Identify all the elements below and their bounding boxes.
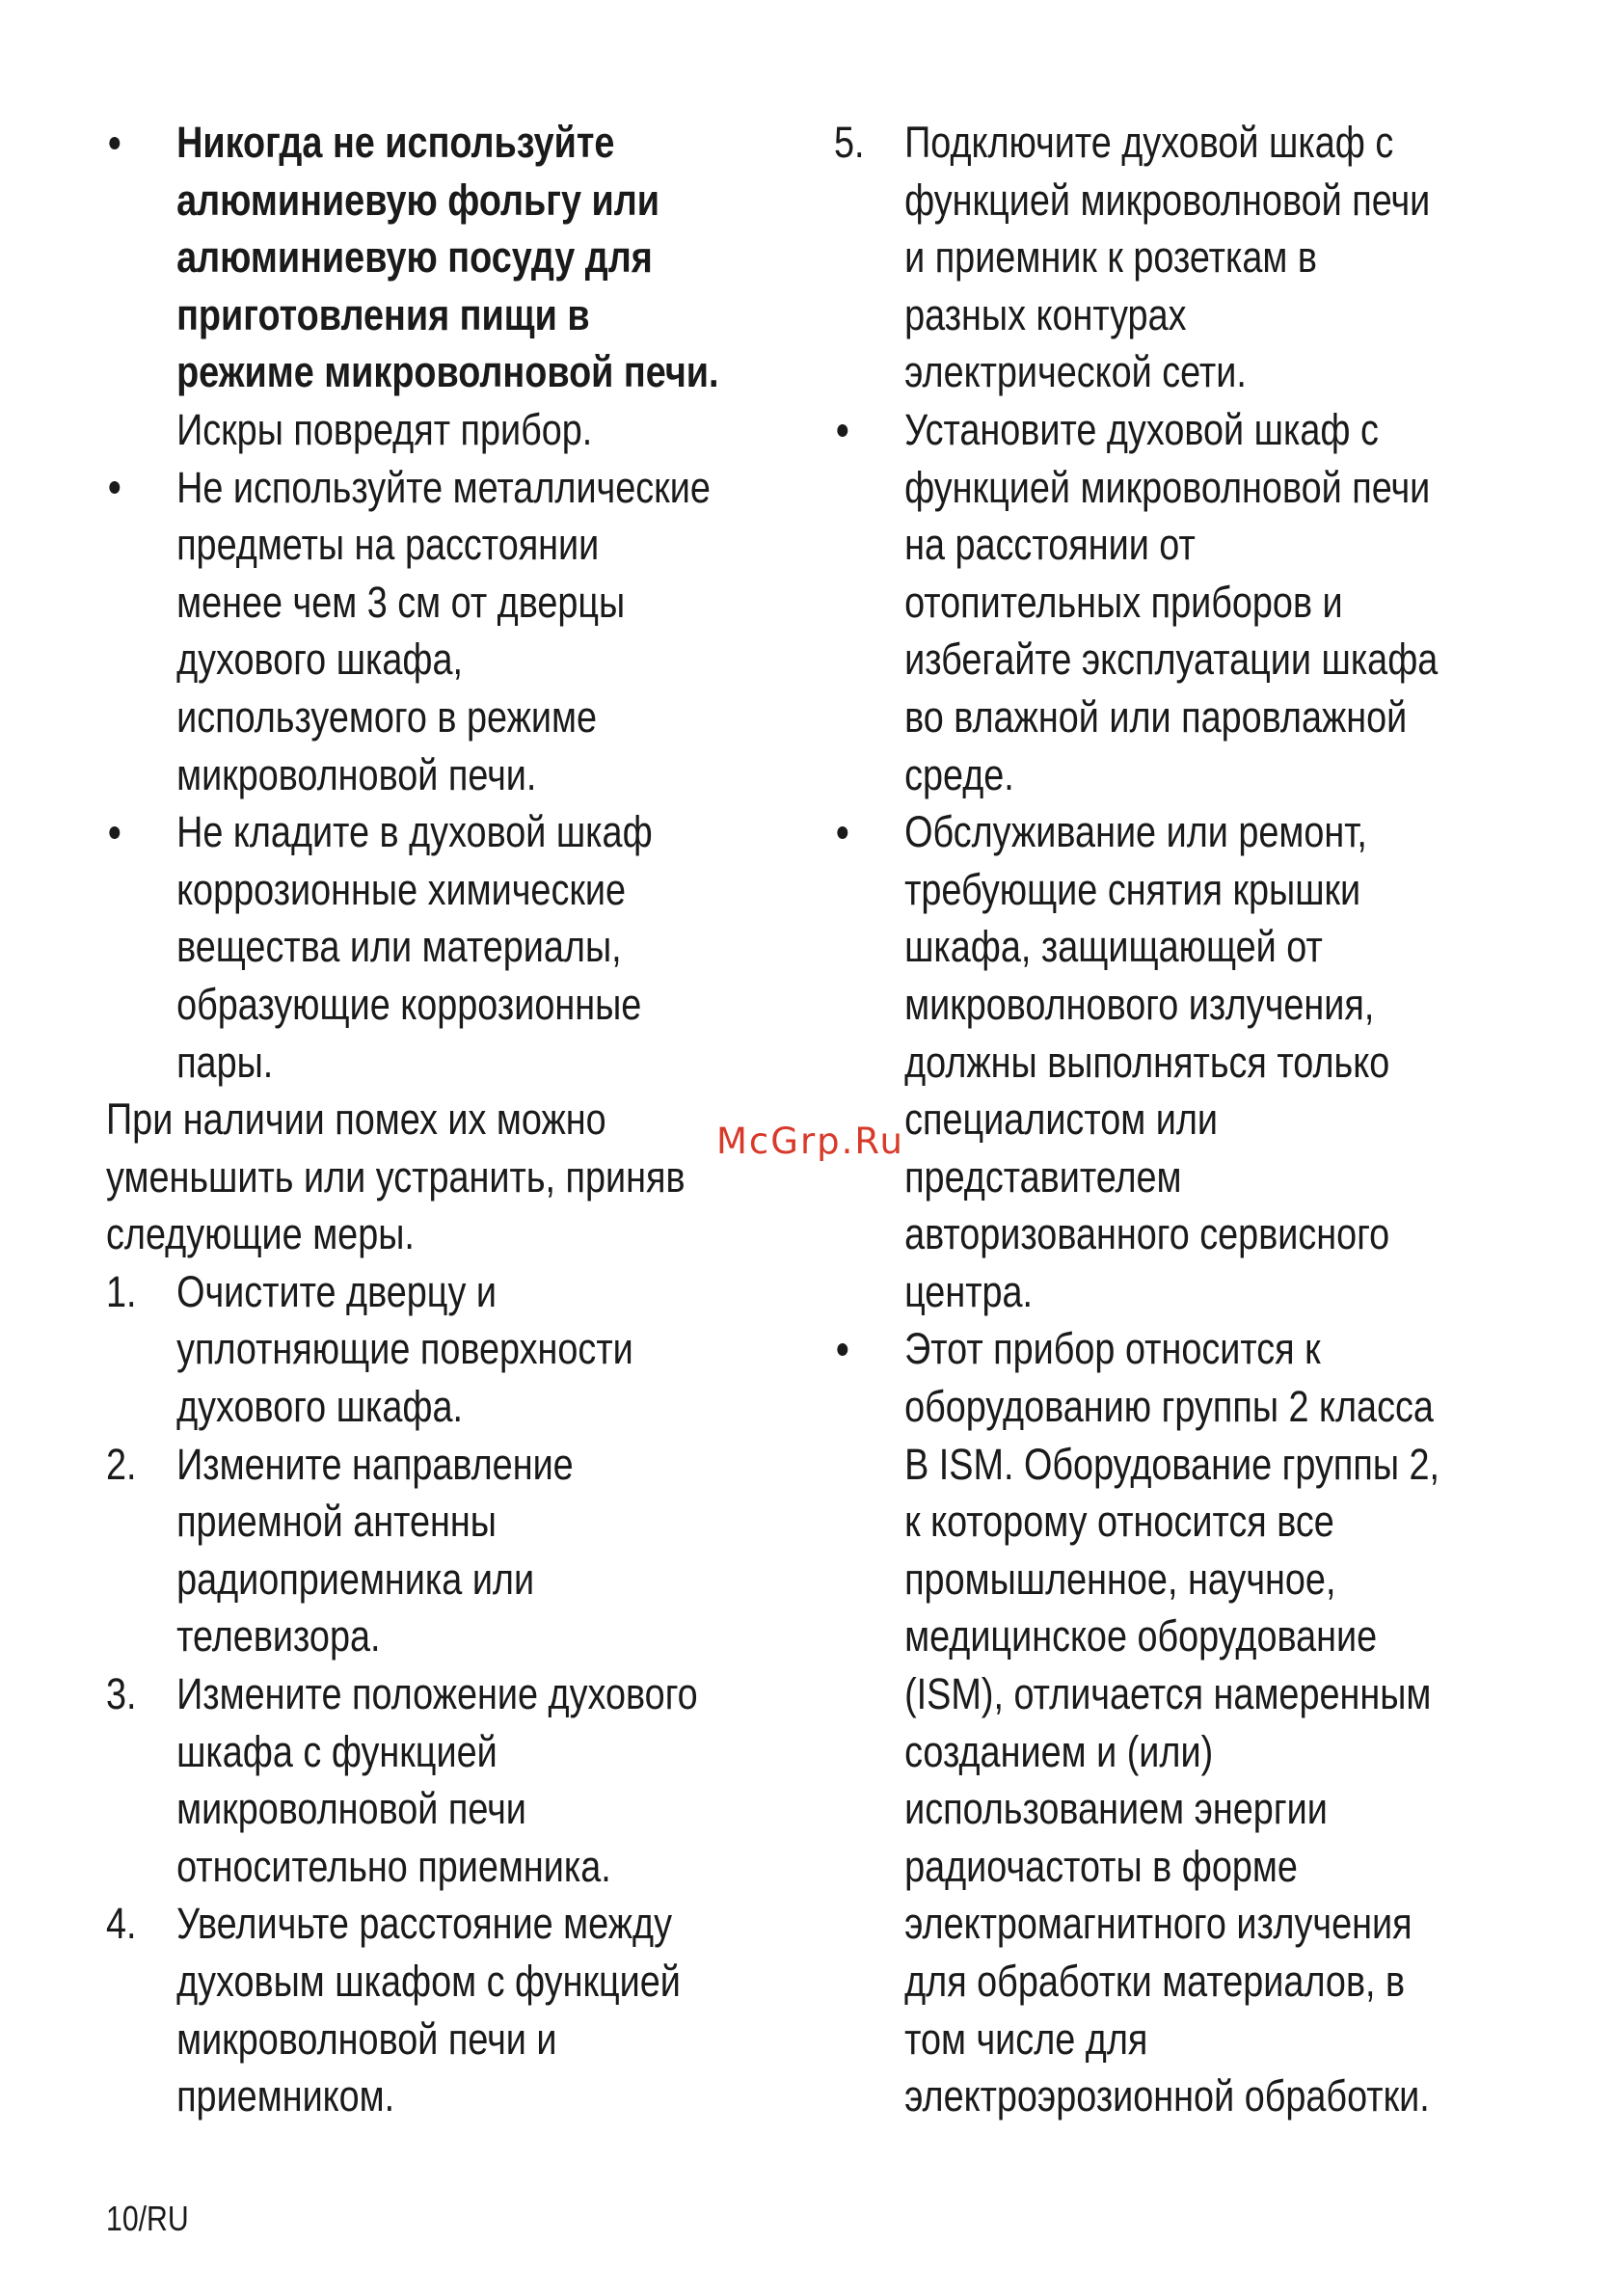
text-line: электроэрозионной обработки. bbox=[904, 2071, 1430, 2121]
text-line: к которому относится все bbox=[904, 1497, 1334, 1547]
text-line: относительно приемника. bbox=[176, 1841, 611, 1891]
step-number: 2. bbox=[106, 1439, 137, 1489]
text-line: телевизора. bbox=[176, 1611, 381, 1661]
bullet-dot-icon bbox=[109, 826, 120, 839]
text-line: должны выполняться только bbox=[904, 1037, 1390, 1087]
text-line: Обслуживание или ремонт, bbox=[904, 807, 1367, 857]
text-line: шкафа с функцией bbox=[176, 1726, 498, 1776]
text-line: электрической сети. bbox=[904, 347, 1247, 397]
text-line: духовым шкафом с функцией bbox=[176, 1957, 681, 2006]
text-line: алюминиевую посуду для bbox=[176, 232, 653, 283]
text-line: Искры повредят прибор. bbox=[176, 404, 593, 454]
bullet-marker bbox=[106, 114, 176, 172]
text-line: среде. bbox=[904, 749, 1014, 799]
bullet-dot-icon bbox=[109, 481, 120, 494]
step-number: 1. bbox=[106, 1266, 137, 1316]
text-line: микроволновой печи. bbox=[176, 749, 537, 799]
text-line: Измените направление bbox=[176, 1439, 574, 1489]
text-line: используемого в режиме bbox=[176, 691, 598, 742]
text-line: Этот прибор относится к bbox=[904, 1324, 1321, 1374]
text-line: Не кладите в духовой шкаф bbox=[176, 807, 653, 857]
bullet-marker bbox=[834, 401, 904, 459]
text-line: требующие снятия крышки bbox=[904, 864, 1361, 914]
text-line: уплотняющие поверхности bbox=[176, 1324, 633, 1374]
watermark-link[interactable]: McGrp.Ru bbox=[716, 1121, 904, 1162]
left-column bbox=[106, 114, 754, 2125]
text-line: алюминиевую фольгу или bbox=[176, 175, 660, 225]
step-item-4 bbox=[106, 1895, 754, 2124]
text-line: созданием и (или) bbox=[904, 1726, 1214, 1776]
text-line: коррозионные химические bbox=[176, 864, 627, 914]
interference-intro bbox=[106, 1091, 754, 1263]
text-line: вещества или материалы, bbox=[176, 922, 622, 972]
text-line: Очистите дверцу и bbox=[176, 1266, 497, 1316]
text-line: пары. bbox=[176, 1037, 274, 1087]
warning-item-corrosive bbox=[106, 803, 754, 1091]
text-line: Измените положение духового bbox=[176, 1669, 698, 1719]
text-line: радиочастоты в форме bbox=[904, 1841, 1298, 1891]
step-number: 3. bbox=[106, 1669, 137, 1719]
text-line: следующие меры. bbox=[106, 1209, 415, 1259]
right-column bbox=[834, 114, 1490, 2125]
warning-item-placement bbox=[834, 401, 1490, 803]
text-line: Не используйте металлические bbox=[176, 462, 711, 512]
text-line: оборудованию группы 2 класса bbox=[904, 1382, 1434, 1432]
text-line: на расстоянии от bbox=[904, 520, 1196, 570]
warning-bold-text bbox=[176, 114, 754, 401]
text-line: шкафа, защищающей от bbox=[904, 922, 1323, 972]
text-line: избегайте эксплуатации шкафа bbox=[904, 635, 1439, 685]
text-line: радиоприемника или bbox=[176, 1553, 535, 1604]
text-line: во влажной или паровлажной bbox=[904, 691, 1408, 742]
text-line: уменьшить или устранить, приняв bbox=[106, 1151, 686, 1202]
bullet-dot-icon bbox=[837, 826, 847, 839]
text-line: представителем bbox=[904, 1151, 1182, 1202]
text-line: электромагнитного излучения bbox=[904, 1899, 1412, 1949]
text-line: Подключите духовой шкаф с bbox=[904, 118, 1394, 167]
text-line: отопительных приборов и bbox=[904, 577, 1343, 627]
step-item-1 bbox=[106, 1263, 754, 1436]
text-line: образующие коррозионные bbox=[176, 979, 642, 1029]
text-line: предметы на расстоянии bbox=[176, 520, 600, 570]
text-line: духового шкафа, bbox=[176, 635, 464, 685]
text-line: промышленное, научное, bbox=[904, 1553, 1336, 1604]
step-item-2 bbox=[106, 1436, 754, 1665]
bullet-marker bbox=[834, 1320, 904, 1378]
text-line: использованием энергии bbox=[904, 1784, 1328, 1834]
text-line: центра. bbox=[904, 1266, 1034, 1316]
warning-item-ism bbox=[834, 1320, 1490, 2124]
text-line: духового шкафа. bbox=[176, 1382, 464, 1432]
bullet-marker bbox=[106, 803, 176, 861]
bullet-dot-icon bbox=[837, 424, 847, 437]
text-line: разных контурах bbox=[904, 289, 1187, 339]
warning-item-metal-objects bbox=[106, 459, 754, 804]
text-line: специалистом или bbox=[904, 1094, 1219, 1145]
text-line: менее чем 3 см от дверцы bbox=[176, 577, 626, 627]
text-line: функцией микроволновой печи bbox=[904, 462, 1431, 512]
text-line: режиме микроволновой печи. bbox=[176, 347, 719, 397]
page-number: 10/RU bbox=[106, 2199, 189, 2238]
bullet-dot-icon bbox=[837, 1343, 847, 1356]
step-number: 5. bbox=[834, 118, 865, 167]
text-line: функцией микроволновой печи bbox=[904, 175, 1431, 225]
text-line: том числе для bbox=[904, 2013, 1148, 2064]
text-line: В ISM. Оборудование группы 2, bbox=[904, 1439, 1440, 1489]
text-line: авторизованного сервисного bbox=[904, 1209, 1390, 1259]
text-line: микроволнового излучения, bbox=[904, 979, 1375, 1029]
text-line: медицинское оборудование bbox=[904, 1611, 1378, 1661]
text-line: приемником. bbox=[176, 2071, 395, 2121]
bullet-dot-icon bbox=[109, 137, 120, 149]
text-line: микроволновой печи и bbox=[176, 2013, 557, 2064]
bullet-marker bbox=[106, 459, 176, 517]
warning-item-aluminium bbox=[106, 114, 754, 459]
text-line: приемной антенны bbox=[176, 1497, 497, 1547]
text-line: Установите духовой шкаф с bbox=[904, 404, 1379, 454]
text-line: Никогда не используйте bbox=[176, 118, 615, 167]
text-line: микроволновой печи bbox=[176, 1784, 526, 1834]
step-item-5 bbox=[834, 114, 1490, 401]
text-line: и приемник к розеткам в bbox=[904, 232, 1317, 283]
text-line: (ISM), отличается намеренным bbox=[904, 1669, 1432, 1719]
step-item-3 bbox=[106, 1665, 754, 1895]
text-line: При наличии помех их можно bbox=[106, 1094, 606, 1145]
text-line: приготовления пищи в bbox=[176, 289, 590, 339]
text-line: для обработки материалов, в bbox=[904, 1957, 1406, 2006]
warning-item-service bbox=[834, 803, 1490, 1320]
step-number: 4. bbox=[106, 1899, 137, 1949]
text-line: Увеличьте расстояние между bbox=[176, 1899, 672, 1949]
bullet-marker bbox=[834, 803, 904, 861]
